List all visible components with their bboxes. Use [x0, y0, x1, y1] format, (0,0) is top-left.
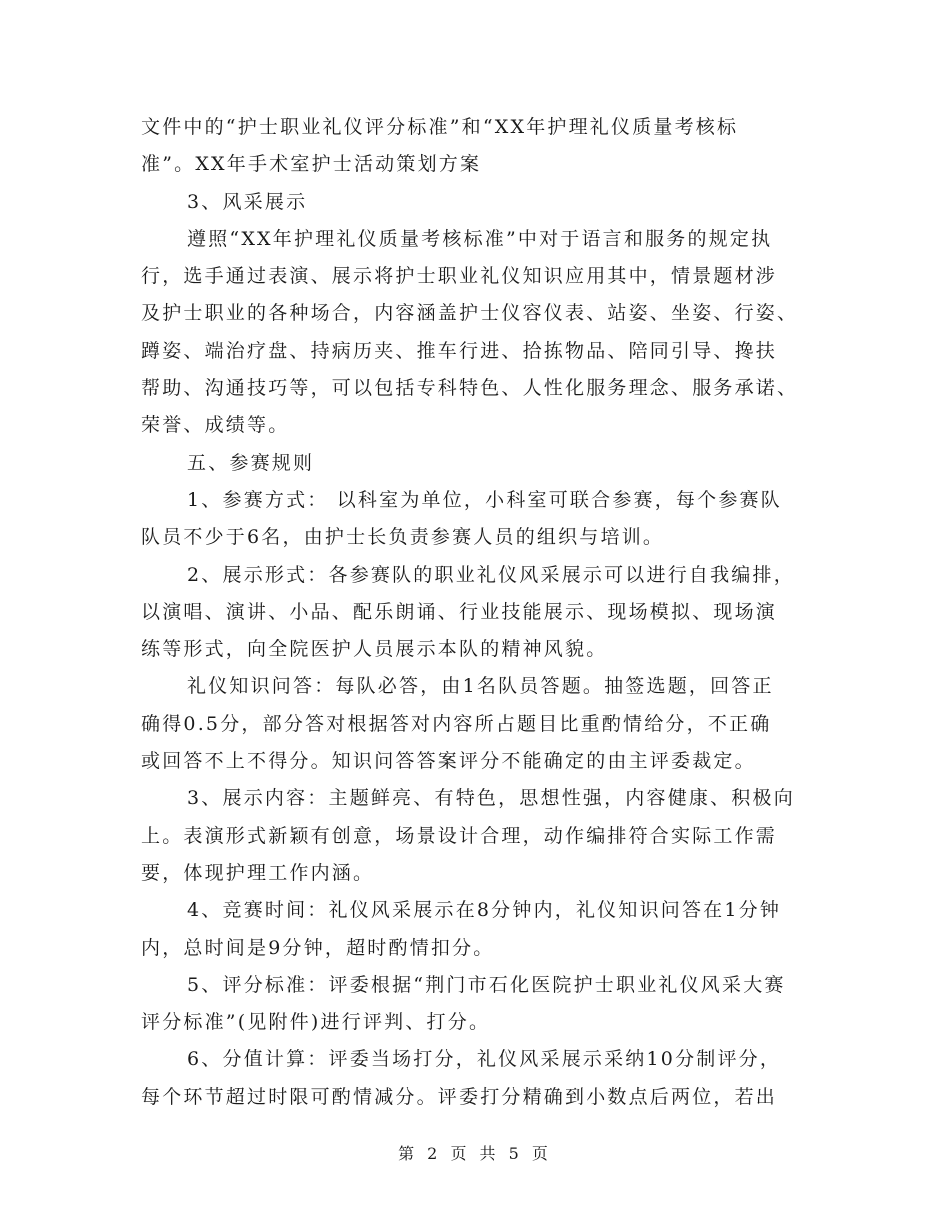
text-line: 及护士职业的各种场合，内容涵盖护士仪容仪表、站姿、坐姿、行姿、: [141, 302, 799, 325]
text-line: 评分标准”(见附件)进行评判、打分。: [141, 1011, 491, 1034]
text-line: 以演唱、演讲、小品、配乐朗诵、行业技能展示、现场模拟、现场演: [141, 600, 778, 623]
text-line: 要，体现护理工作内涵。: [141, 861, 375, 884]
text-line: 3、展示内容：主题鲜亮、有特色，思想性强，内容健康、积极向: [187, 787, 795, 810]
text-line: 每个环节超过时限可酌情减分。评委打分精确到小数点后两位，若出: [141, 1085, 778, 1108]
text-line: 队员不少于6名，由护士长负责参赛人员的组织与培训。: [141, 526, 665, 549]
text-line: 2、展示形式：各参赛队的职业礼仪风采展示可以进行自我编排，: [187, 563, 795, 586]
text-line: 五、参赛规则: [187, 451, 315, 474]
text-line: 练等形式，向全院医护人员展示本队的精神风貌。: [141, 638, 608, 661]
text-line: 礼仪知识问答：每队必答，由1名队员答题。抽签选题，回答正: [187, 675, 774, 698]
body-text: [141, 109, 813, 1116]
text-line: 文件中的“护士职业礼仪评分标准”和“XX年护理礼仪质量考核标: [141, 116, 739, 138]
text-line: 4、竞赛时间：礼仪风采展示在8分钟内，礼仪知识问答在1分钟: [187, 899, 782, 922]
text-line: 确得0.5分，部分答对根据答对内容所占题目比重酌情给分，不正确: [141, 712, 772, 735]
text-line: 1、参赛方式： 以科室为单位，小科室可联合参赛，每个参赛队: [187, 488, 782, 511]
text-line: 上。表演形式新颖有创意，场景设计合理，动作编排符合实际工作需: [141, 824, 778, 847]
text-line: 5、评分标准：评委根据“荆门市石化医院护士职业礼仪风采大赛: [187, 973, 786, 996]
text-line: 准”。XX年手术室护士活动策划方案: [141, 153, 482, 176]
text-line: 蹲姿、端治疗盘、持病历夹、推车行进、拾拣物品、陪同引导、搀扶: [141, 339, 778, 362]
text-line: 遵照“XX年护理礼仪质量考核标准”中对于语言和服务的规定执: [187, 227, 773, 250]
page-number-footer: 第 2 页 共 5 页: [398, 1144, 552, 1163]
text-line: 6、分值计算：评委当场打分，礼仪风采展示采纳10分制评分，: [187, 1048, 782, 1071]
text-line: 3、风采展示: [187, 190, 308, 213]
text-line: 帮助、沟通技巧等，可以包括专科特色、人性化服务理念、服务承诺、: [141, 377, 799, 400]
text-line: 行，选手通过表演、展示将护士职业礼仪知识应用其中，情景题材涉: [141, 265, 778, 288]
text-line: 或回答不上不得分。知识问答答案评分不能确定的由主评委裁定。: [141, 750, 756, 773]
text-line: 荣誉、成绩等。: [141, 414, 290, 437]
text-line: 内，总时间是9分钟，超时酌情扣分。: [141, 936, 495, 959]
